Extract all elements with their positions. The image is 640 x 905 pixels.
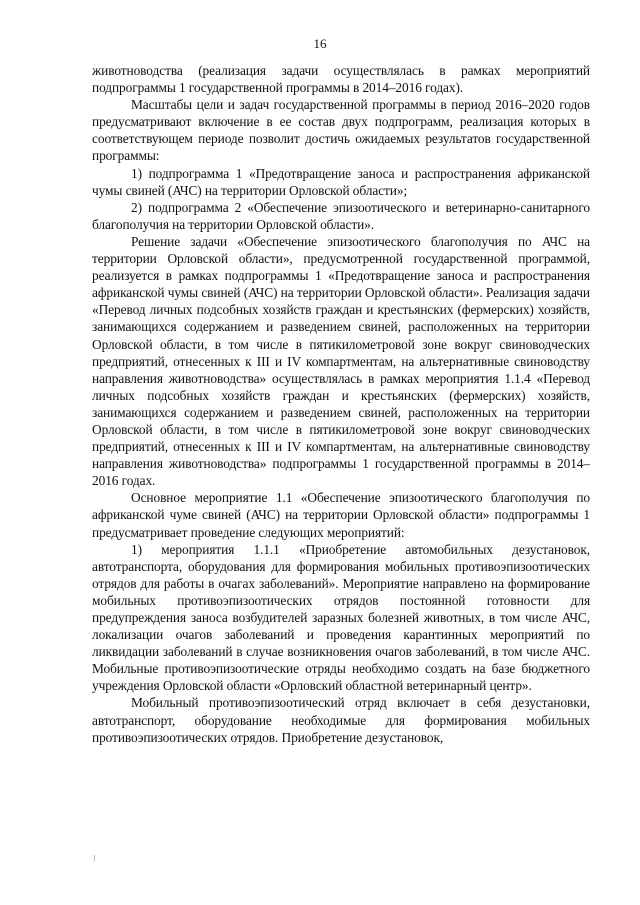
paragraph-4: 2) подпрограмма 2 «Обеспечение эпизоотического и ветеринарно-санитарного благополучия на территории Орловской области».	[92, 199, 590, 232]
paragraph-5: Решение задачи «Обеспечение эпизоотического благополучия по АЧС на территории Орловской области», предусмотренной государственной программой, реализуется в рамках подпрограммы 1 «Предотвращение заноса и распространения африканской чумы свиней (АЧС) на территории Орловской области». Реализация задачи «Перевод личных подсобных хозяйств граждан и крестьянских (фермерских) хозяйств, занимающихся содержанием и разведением свиней, расположенных на территории Орловской области, в том числе в пятикилометровой зоне вокруг свиноводческих предприятий, отнесенных к III и IV компартментам, на альтернативные свиноводству направления животноводства» осуществлялась в рамках мероприятия 1.1.4 «Перевод личных подсобных хозяйств граждан и крестьянских (фермерских) хозяйств, занимающихся содержанием и разведением свиней, расположенных на территории Орловской области, в том числе в пятикилометровой зоне вокруг свиноводческих предприятий, отнесенных к III и IV компартментам, на альтернативные свиноводству направления животноводства» подпрограммы 1 государственной программы в 2014–2016 годах.	[92, 233, 590, 489]
paragraph-8: Мобильный противоэпизоотический отряд включает в себя дезустановки, автотранспорт, оборудование необходимые для формирования мобильных противоэпизоотических отрядов. Приобретение дезустановок,	[92, 695, 590, 745]
paragraph-1: животноводства (реализация задачи осуществлялась в рамках мероприятий подпрограммы 1 государственной программы в 2014–2016 годах).	[92, 63, 590, 96]
paragraph-2: Масштабы цели и задач государственной программы в период 2016–2020 годов предусматривают включение в ее состав двух подпрограмм, реализация которых в соответствующем периоде позволит достичь ожидаемых результатов государственной программы:	[92, 97, 590, 164]
page-number: 16	[313, 36, 327, 51]
scan-margin-mark	[94, 855, 95, 861]
paragraph-7: 1) мероприятия 1.1.1 «Приобретение автомобильных дезустановок, автотранспорта, оборудования для формирования мобильных противоэпизоотических отрядов для работы в очагах заболеваний». Мероприятие направлено на формирование мобильных противоэпизоотических отрядов постоянной готовности для предупреждения заноса возбудителей заразных болезней животных, в том числе АЧС, локализации очагов заболеваний и проведения карантинных мероприятий по ликвидации заболеваний в случае возникновения очагов заболеваний, в том числе АЧС. Мобильные противоэпизоотические отряды необходимо создать на базе бюджетного учреждения Орловской области «Орловский областной ветеринарный центр».	[92, 541, 590, 694]
document-body	[92, 62, 590, 746]
paragraph-3: 1) подпрограмма 1 «Предотвращение заноса и распространения африканской чумы свиней (АЧС) на территории Орловской области»;	[92, 165, 590, 198]
paragraph-6: Основное мероприятие 1.1 «Обеспечение эпизоотического благополучия по африканской чуме свиней (АЧС) на территории Орловской области» подпрограммы 1 предусматривает проведение следующих мероприятий:	[92, 490, 590, 540]
